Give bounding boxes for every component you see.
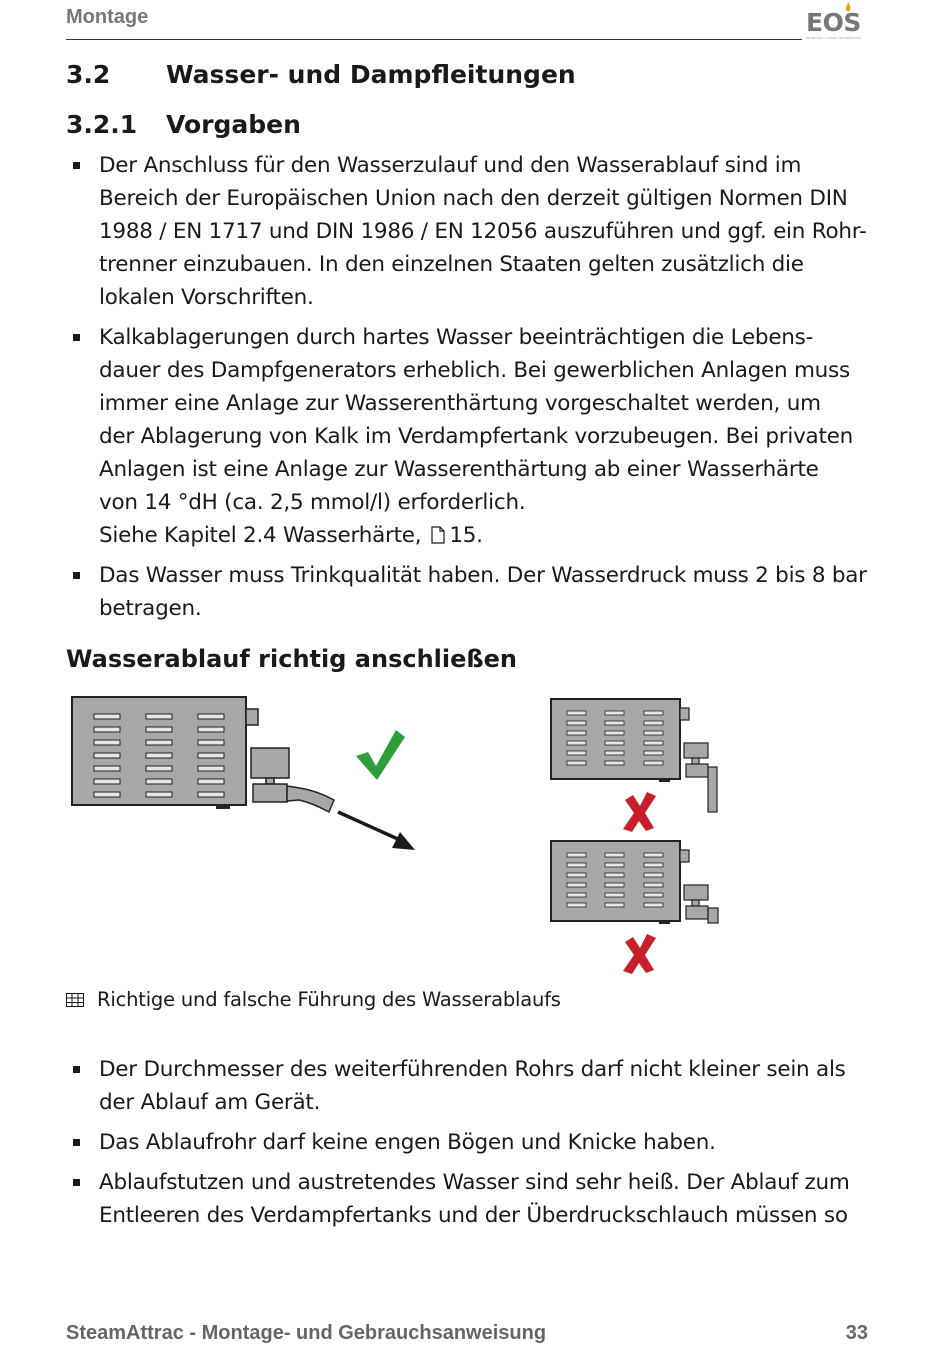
figure-caption [66,988,561,1011]
footer-page-number: 33 [845,1322,868,1344]
text-line: Der Durchmesser des weiterführenden Rohrs darf nicht kleiner sein als [99,1057,846,1082]
arrow-head [392,832,415,850]
text-line: Das Ablaufrohr darf keine engen Bögen und Knicke haben. [99,1130,716,1155]
section-heading [66,60,576,89]
running-header-section: Montage [66,6,149,28]
drain-rules-list [66,1053,876,1239]
cross-mark-icon [623,934,656,974]
requirements-list [66,149,876,632]
section-number: 3.2 [66,60,111,89]
bullet-square-icon [73,572,80,579]
cross-mark-icon [623,792,656,832]
list-item [66,559,876,625]
text-line: trenner einzubauen. In den einzelnen Staaten gelten zusätzlich die [99,252,804,277]
text-line: Bereich der Europäischen Union nach den derzeit gültigen Normen DIN [99,186,848,211]
text-line: lokalen Vorschriften. [99,285,314,310]
list-item [66,321,876,552]
steam-generator-wrong-elbow [551,841,718,924]
steam-generator-wrong-vertical [551,699,717,812]
section-title: Wasser- und Dampfleitungen [166,60,576,89]
logo-text: EOS [806,8,861,37]
drain-connection-figure [66,690,886,980]
text-line: dauer des Dampfgenerators erheblich. Bei gewerblichen Anlagen muss [99,358,850,383]
text-line: Ablaufstutzen und austretendes Wasser sind sehr heiß. Der Ablauf zum [99,1170,850,1195]
cross-reference[interactable] [99,519,876,552]
figure-icon [66,993,84,1007]
bullet-square-icon [73,162,80,169]
header-rule [66,39,802,40]
text-line: der Ablagerung von Kalk im Verdampfertank vorzubeugen. Bei privaten [99,424,854,449]
list-item [66,149,876,314]
bullet-square-icon [73,1179,80,1186]
text-line: von 14 °dH (ca. 2,5 mmol/l) erforderlich. [99,490,526,515]
figure-heading: Wasserablauf richtig anschließen [66,645,518,673]
text-line: Der Anschluss für den Wasserzulauf und den Wasserablauf sind im [99,153,802,178]
text-line: 1988 / EN 1717 und DIN 1986 / EN 12056 auszuführen und ggf. ein Rohr- [99,219,867,244]
cross-reference-page: 15. [449,523,483,548]
cross-reference-text: Siehe Kapitel 2.4 Wasserhärte, [99,523,422,548]
bullet-square-icon [73,334,80,341]
list-item [66,1126,876,1159]
check-mark-icon [356,730,405,780]
text-line: Anlagen ist eine Anlage zur Wasserenthärtung ab einer Wasserhärte [99,457,819,482]
steam-generator-correct [72,697,334,812]
text-line: immer eine Anlage zur Wasserenthärtung vorgeschaltet werden, um [99,391,821,416]
bullet-square-icon [73,1066,80,1073]
subsection-heading [66,110,301,139]
text-line: betragen. [99,596,202,621]
text-line: Kalkablagerungen durch hartes Wasser beeinträchtigen die Lebens- [99,325,814,350]
text-line: der Ablauf am Gerät. [99,1090,321,1115]
footer-document-title: SteamAttrac - Montage- und Gebrauchsanweisung [66,1322,547,1344]
bullet-square-icon [73,1139,80,1146]
text-line: Entleeren des Verdampfertanks und der Überdruckschlauch müssen so [99,1203,848,1228]
page-ref-icon [431,526,445,544]
text-line: Das Wasser muss Trinkqualität haben. Der Wasserdruck muss 2 bis 8 bar [99,563,867,588]
subsection-number: 3.2.1 [66,110,138,139]
list-item [66,1053,876,1119]
subsection-title: Vorgaben [166,110,301,139]
list-item [66,1166,876,1232]
figure-caption-text: Richtige und falsche Führung des Wasserablaufs [97,988,561,1011]
logo-tagline: BRINGING LIVING TECHNOLOGY [806,36,862,40]
eos-logo [806,2,870,42]
drain-flow-arrow [338,812,400,840]
